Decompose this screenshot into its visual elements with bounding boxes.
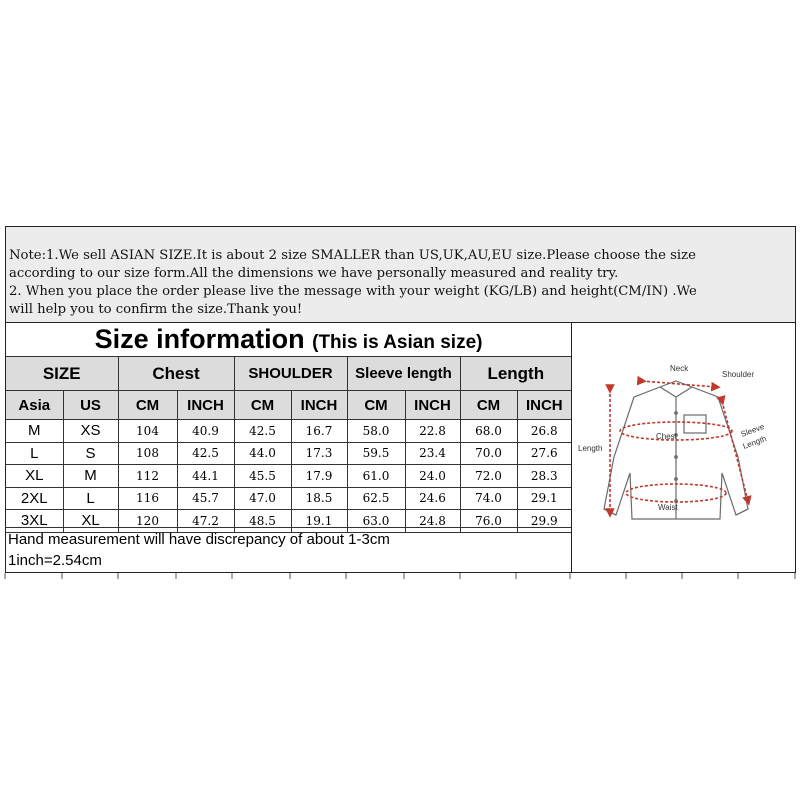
table-cell: 45.7 [177,487,234,510]
table-cell: 24.6 [405,487,460,510]
group-header-shoulder: SHOULDER [234,357,347,391]
table-cell: 61.0 [347,465,405,488]
table-cell: 16.7 [291,420,347,443]
table-cell: 18.5 [291,487,347,510]
table-cell: 24.8 [405,510,460,533]
footnote-discrepancy: Hand measurement will have discrepancy of about 1-3cm [8,531,390,548]
table-cell: 47.2 [177,510,234,533]
size-table-panel [6,323,571,572]
table-cell: 58.0 [347,420,405,443]
table-cell: 120 [118,510,177,533]
table-cell: M [6,420,63,443]
size-table [6,323,571,533]
table-cell: 48.5 [234,510,291,533]
group-header-sleeve: Sleeve length [347,357,460,391]
sub-header-sleeve-inch: INCH [405,391,460,420]
table-cell: XS [63,420,118,443]
table-cell: M [63,465,118,488]
sub-header-asia: Asia [6,391,63,420]
table-cell: 72.0 [460,465,517,488]
note-line-3: 2. When you place the order please live the message with your weight (KG/LB) and height(CM/IN) .We [9,284,697,299]
sub-header-chest-inch: INCH [177,391,234,420]
table-cell: 28.3 [517,465,571,488]
group-header-row [6,357,571,391]
sub-header-us: US [63,391,118,420]
table-title-sub: (This is Asian size) [312,332,483,353]
table-cell: 47.0 [234,487,291,510]
table-cell: 74.0 [460,487,517,510]
table-cell: 104 [118,420,177,443]
table-footnote [6,527,571,572]
table-cell: 42.5 [234,420,291,443]
shirt-outline-icon [604,381,748,519]
table-title [6,323,571,357]
table-cell: 24.0 [405,465,460,488]
table-cell: 68.0 [460,420,517,443]
table-title-main: Size information [94,324,305,354]
label-chest: Chest [656,432,677,441]
table-cell: 59.5 [347,442,405,465]
table-cell: 23.4 [405,442,460,465]
table-cell: 3XL [6,510,63,533]
table-cell: 44.0 [234,442,291,465]
size-chart-sheet [5,226,796,573]
label-sleeve-2: Length [741,434,768,451]
table-cell: 27.6 [517,442,571,465]
group-header-size: SIZE [6,357,118,391]
table-cell: 19.1 [291,510,347,533]
sub-header-shoulder-cm: CM [234,391,291,420]
table-cell: 63.0 [347,510,405,533]
bottom-tick-marks [0,573,800,583]
table-row [6,442,571,465]
table-cell: 17.3 [291,442,347,465]
table-cell: 108 [118,442,177,465]
footnote-conversion: 1inch=2.54cm [8,552,102,569]
note-line-2: according to our size form.All the dimensions we have personally measured and reality try. [9,266,619,281]
shirt-diagram [572,323,794,570]
sub-header-chest-cm: CM [118,391,177,420]
table-cell: 17.9 [291,465,347,488]
table-cell: 29.9 [517,510,571,533]
table-cell: L [6,442,63,465]
table-cell: L [63,487,118,510]
measurement-diagram [571,323,795,572]
note-line-1: Note:1.We sell ASIAN SIZE.It is about 2 size SMALLER than US,UK,AU,EU size.Please choose the size [9,248,696,263]
table-row [6,420,571,443]
table-cell: 44.1 [177,465,234,488]
label-shoulder: Shoulder [722,370,755,379]
sub-header-length-inch: INCH [517,391,571,420]
table-cell: 40.9 [177,420,234,443]
label-waist: Waist [658,503,678,512]
table-cell: 29.1 [517,487,571,510]
sub-header-sleeve-cm: CM [347,391,405,420]
table-cell: 26.8 [517,420,571,443]
sub-header-length-cm: CM [460,391,517,420]
label-length: Length [578,444,603,453]
table-cell: S [63,442,118,465]
sub-header-row [6,391,571,420]
table-cell: 62.5 [347,487,405,510]
table-row [6,487,571,510]
table-cell: 45.5 [234,465,291,488]
table-cell: 76.0 [460,510,517,533]
label-sleeve-1: Sleeve [739,422,766,439]
group-header-chest: Chest [118,357,234,391]
table-cell: 70.0 [460,442,517,465]
sub-header-shoulder-inch: INCH [291,391,347,420]
table-cell: XL [6,465,63,488]
table-cell: 42.5 [177,442,234,465]
table-cell: XL [63,510,118,533]
note-line-4: will help you to confirm the size.Thank you! [9,302,303,317]
table-cell: 22.8 [405,420,460,443]
table-row [6,465,571,488]
label-neck: Neck [670,364,689,373]
table-cell: 116 [118,487,177,510]
group-header-length: Length [460,357,571,391]
table-cell: 112 [118,465,177,488]
table-cell: 2XL [6,487,63,510]
size-note [6,227,795,323]
